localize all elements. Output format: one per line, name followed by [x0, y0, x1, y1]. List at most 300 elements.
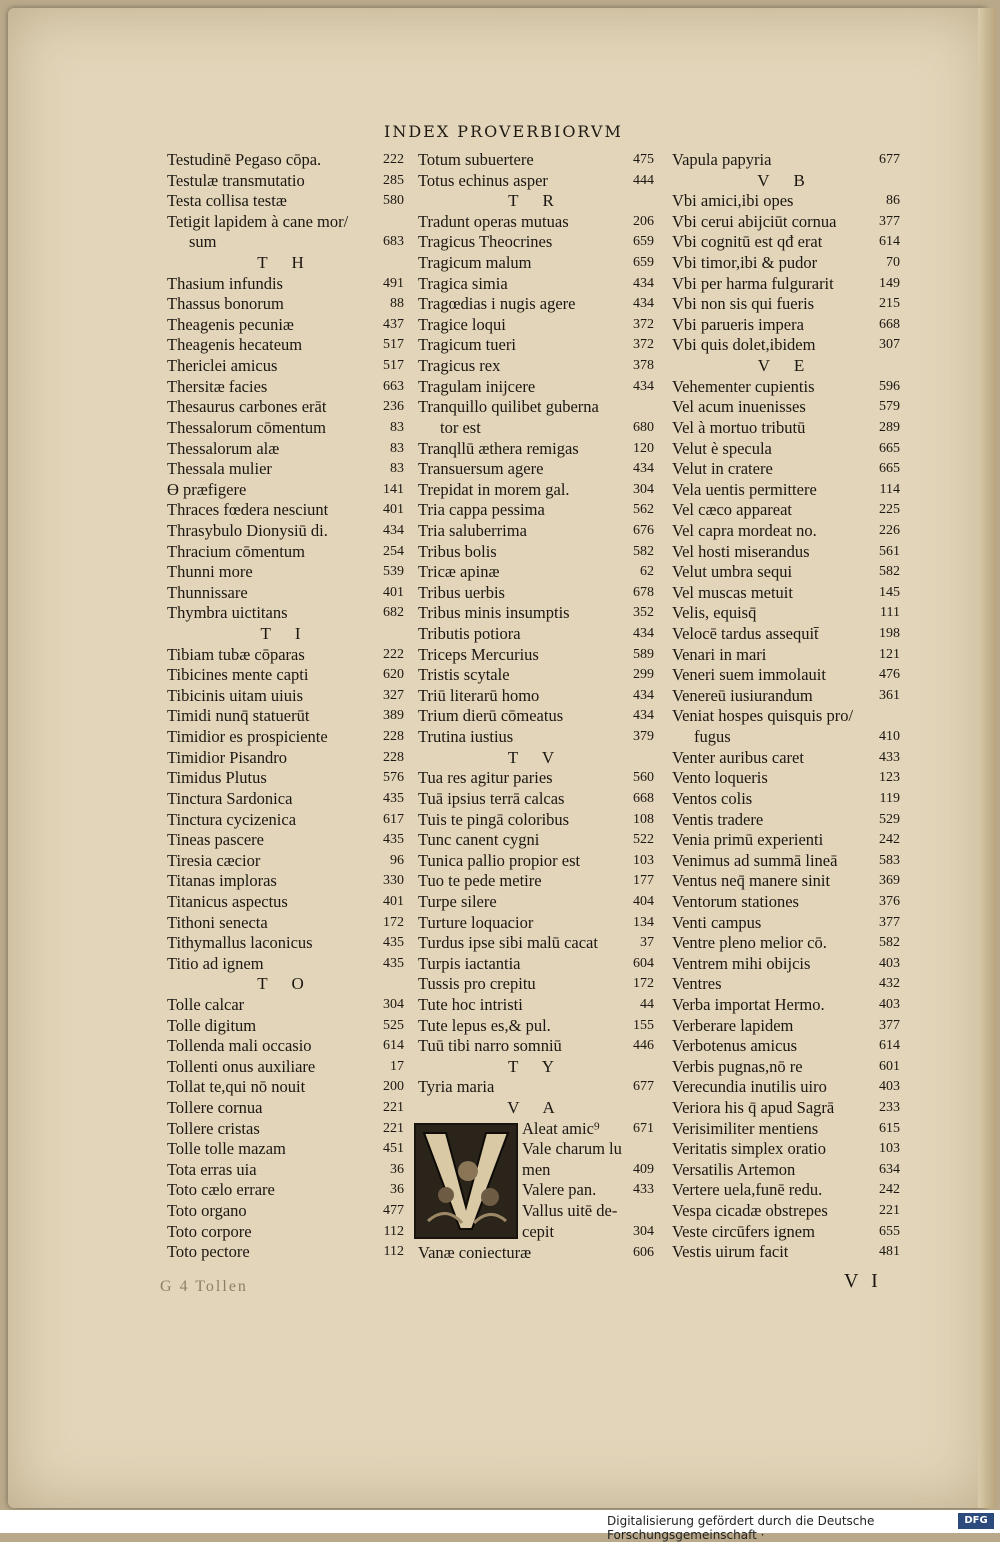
index-entry	[163, 789, 408, 810]
proverb-text: Thassus bonorum	[167, 294, 284, 314]
proverb-text: Tragulam inijcere	[418, 376, 536, 396]
index-entry	[668, 810, 904, 831]
page-number: 352	[633, 605, 654, 621]
index-entry	[163, 954, 408, 975]
index-entry	[414, 150, 658, 171]
footer-text: Digitalisierung gefördert durch die Deutsche Forschungsgemeinschaft ·	[607, 1514, 875, 1542]
proverb-text: men	[522, 1159, 551, 1179]
proverb-text: Verberare lapidem	[672, 1015, 794, 1035]
index-entry	[522, 1222, 658, 1243]
proverb-text: Thersitæ facies	[167, 376, 268, 396]
proverb-text: Aleat amic⁹	[522, 1118, 600, 1138]
page-number: 222	[383, 152, 404, 167]
signature-mark: V I	[844, 1270, 882, 1292]
index-entry	[668, 418, 904, 439]
proverb-text: Tribus uerbis	[418, 582, 505, 602]
proverb-text: Vbi non sis qui fueris	[672, 294, 815, 314]
proverb-text: Ventis tradere	[672, 809, 764, 829]
section-letters: T R	[508, 191, 564, 211]
page-edge	[978, 8, 996, 1508]
proverb-text: Thericlei amicus	[167, 356, 278, 376]
page-number: 228	[383, 749, 404, 765]
page-number: 377	[879, 914, 900, 930]
proverb-text: Titanas imploras	[167, 871, 277, 891]
page-number: 404	[633, 893, 654, 909]
index-entry	[414, 686, 658, 707]
index-entry	[668, 1222, 904, 1243]
proverb-text: Toto pectore	[167, 1242, 250, 1262]
proverb-text: Verbis pugnas,nō re	[672, 1056, 803, 1076]
page-number: 451	[383, 1141, 404, 1157]
proverb-text: tor est	[440, 417, 481, 437]
page-number: 88	[390, 296, 404, 312]
index-entry	[668, 1242, 904, 1263]
proverb-text: Vbi cognitū est qđ erat	[672, 232, 823, 252]
index-entry	[163, 603, 408, 624]
proverb-text: sum	[189, 232, 217, 252]
index-entry	[668, 851, 904, 872]
page-number: 221	[383, 1120, 404, 1136]
page-number: 522	[633, 832, 654, 848]
proverb-text: Thracium cōmentum	[167, 541, 305, 561]
index-column-2	[414, 150, 658, 1263]
page-number: 665	[879, 461, 900, 477]
proverb-text: Tinctura cycizenica	[167, 809, 297, 829]
index-entry	[163, 1016, 408, 1037]
page-number: 403	[879, 996, 900, 1012]
page-number: 242	[879, 1182, 900, 1198]
page-number: 123	[879, 770, 900, 786]
page-number: 62	[640, 564, 654, 580]
index-entry	[163, 1036, 408, 1057]
index-entry	[414, 954, 658, 975]
index-entry	[163, 377, 408, 398]
page-number: 560	[633, 770, 654, 786]
index-entry	[414, 851, 658, 872]
index-entry	[414, 377, 658, 398]
page-number: 583	[879, 852, 900, 868]
index-entry	[163, 191, 408, 212]
proverb-text: Vel capra mordeat no.	[672, 520, 817, 540]
page-number: 659	[633, 234, 654, 250]
proverb-text: Velis, equisq̄	[672, 603, 757, 623]
page-number: 434	[383, 522, 404, 538]
proverb-text: Timidus Plutus	[167, 768, 267, 788]
index-entry	[668, 562, 904, 583]
index-entry	[668, 542, 904, 563]
index-entry	[163, 1201, 408, 1222]
proverb-text: Velut è specula	[672, 438, 772, 458]
proverb-text: Thymbra uictitans	[167, 603, 288, 623]
index-entry	[414, 995, 658, 1016]
section-letters: T I	[260, 624, 311, 644]
index-entry	[522, 1160, 658, 1181]
proverb-text: Tunc canent cygni	[418, 830, 540, 850]
index-entry	[163, 212, 408, 233]
index-entry	[163, 1077, 408, 1098]
page-number: 327	[383, 687, 404, 703]
index-entry	[668, 212, 904, 233]
index-entry	[414, 480, 658, 501]
proverb-text: Vel cæco appareat	[672, 500, 793, 520]
page-number: 435	[383, 935, 404, 951]
page-number: 434	[633, 626, 654, 642]
section-heading	[414, 748, 658, 769]
index-entry	[163, 459, 408, 480]
page-number: 410	[879, 729, 900, 745]
page-number: 103	[879, 1141, 900, 1157]
page-number: 659	[633, 255, 654, 271]
index-entry	[414, 892, 658, 913]
index-entry	[414, 727, 658, 748]
page-number: 172	[383, 914, 404, 930]
index-entry	[668, 1057, 904, 1078]
proverb-text: Tragice loqui	[418, 314, 506, 334]
index-entry	[668, 1201, 904, 1222]
proverb-text: Tussis pro crepitu	[418, 974, 536, 994]
page-number: 361	[879, 687, 900, 703]
index-entry	[163, 397, 408, 418]
proverb-text: Totum subuertere	[418, 150, 534, 169]
proverb-text: Turpe silere	[418, 891, 497, 911]
section-letters: T O	[257, 974, 314, 994]
page-number: 304	[633, 1223, 654, 1239]
proverb-text: Trutina iustius	[418, 727, 514, 747]
section-heading	[163, 253, 408, 274]
proverb-text: Vbi cerui abijciūt cornua	[672, 211, 837, 231]
index-entry	[414, 624, 658, 645]
page-number: 304	[633, 481, 654, 497]
proverb-text: Venari in mari	[672, 644, 767, 664]
index-entry	[414, 521, 658, 542]
woodcut-initial-v	[414, 1123, 518, 1239]
woodcut-initial-block	[414, 1119, 658, 1243]
proverb-text: Velut in cratere	[672, 459, 773, 479]
proverb-text: Venia primū experienti	[672, 830, 824, 850]
proverb-text: Vento loqueris	[672, 768, 768, 788]
proverb-text: Ventorum stationes	[672, 891, 799, 911]
page-number: 376	[879, 893, 900, 909]
index-entry	[414, 500, 658, 521]
proverb-text: Tiresia cæcior	[167, 850, 261, 870]
index-entry	[414, 665, 658, 686]
page-number: 529	[879, 811, 900, 827]
page-number: 668	[879, 316, 900, 332]
index-entry	[414, 583, 658, 604]
page-number: 434	[633, 275, 654, 291]
proverb-text: Tolle calcar	[167, 994, 245, 1014]
index-entry	[414, 253, 658, 274]
page-number: 561	[879, 543, 900, 559]
index-entry	[414, 933, 658, 954]
index-entry	[668, 686, 904, 707]
proverb-text: Transuersum agere	[418, 459, 544, 479]
page-number: 83	[390, 461, 404, 477]
page-number: 589	[633, 646, 654, 662]
page-number: 562	[633, 502, 654, 518]
page-number: 403	[879, 1079, 900, 1095]
page-number: 434	[633, 296, 654, 312]
section-heading	[414, 191, 658, 212]
page-number: 37	[640, 935, 654, 951]
proverb-text: Toto corpore	[167, 1221, 252, 1241]
proverb-text: Veste circūfers ignem	[672, 1221, 815, 1241]
index-entry	[163, 830, 408, 851]
index-entry	[522, 1180, 658, 1201]
page-number: 604	[633, 955, 654, 971]
index-column-1	[163, 150, 408, 1263]
page-number: 242	[879, 832, 900, 848]
index-entry	[668, 439, 904, 460]
proverb-text: Turture loquacior	[418, 912, 534, 932]
proverb-text: Ventres	[672, 974, 722, 994]
index-entry	[163, 851, 408, 872]
page-number: 330	[383, 873, 404, 889]
index-entry	[668, 727, 904, 748]
proverb-text: Vale charum lu	[522, 1139, 622, 1159]
page-number: 680	[633, 419, 654, 435]
page-number: 615	[879, 1120, 900, 1136]
page-number: 70	[886, 255, 900, 271]
page-number: 119	[879, 790, 900, 806]
page-number: 114	[879, 481, 900, 497]
proverb-text: Verisimiliter mentiens	[672, 1118, 819, 1138]
page-number: 433	[879, 749, 900, 765]
proverb-text: Totus echinus asper	[418, 170, 548, 190]
index-entry	[668, 748, 904, 769]
index-entry	[522, 1201, 658, 1222]
page-number: 401	[383, 893, 404, 909]
page-number: 539	[383, 564, 404, 580]
proverb-text: Vertere uela,funē redu.	[672, 1180, 823, 1200]
section-letters: T Y	[508, 1056, 564, 1076]
proverb-text: Timidior Pisandro	[167, 747, 287, 767]
index-entry	[414, 1077, 658, 1098]
page-number: 580	[383, 193, 404, 209]
proverb-text: fugus	[694, 727, 731, 747]
index-entry	[163, 1180, 408, 1201]
index-entry	[668, 315, 904, 336]
index-entry	[668, 150, 904, 171]
page-number: 437	[383, 316, 404, 332]
index-entry	[668, 954, 904, 975]
page-number: 83	[390, 419, 404, 435]
proverb-text: Tuo te pede metire	[418, 871, 542, 891]
index-entry	[414, 645, 658, 666]
page-number: 655	[879, 1223, 900, 1239]
proverb-text: Tragica simia	[418, 273, 508, 293]
proverb-text: Vanæ coniecturæ	[418, 1242, 532, 1262]
index-entry	[163, 1119, 408, 1140]
index-entry	[414, 810, 658, 831]
proverb-text: Venti campus	[672, 912, 762, 932]
index-entry	[668, 913, 904, 934]
proverb-text: Vel à mortuo tributū	[672, 417, 806, 437]
proverb-text: Venimus ad summā lineā	[672, 850, 838, 870]
page-number: 226	[879, 522, 900, 538]
page-number: 155	[633, 1017, 654, 1033]
index-entry	[522, 1119, 658, 1140]
page-number: 377	[879, 213, 900, 229]
page-number: 401	[383, 502, 404, 518]
proverb-text: Tollenti onus auxiliare	[167, 1056, 316, 1076]
page-number: 172	[633, 976, 654, 992]
index-entry	[668, 335, 904, 356]
index-entry	[163, 645, 408, 666]
page-number: 112	[383, 1244, 404, 1260]
proverb-text: Ventos colis	[672, 788, 753, 808]
index-entry	[414, 171, 658, 192]
proverb-text: Tetigit lapidem à cane mor/	[167, 211, 349, 231]
proverb-text: Theagenis hecateum	[167, 335, 303, 355]
page-number: 254	[383, 543, 404, 559]
page-number: 111	[880, 605, 900, 621]
page-number: 372	[633, 337, 654, 353]
index-entry	[668, 500, 904, 521]
proverb-text: Thessala mulier	[167, 459, 272, 479]
index-entry	[668, 397, 904, 418]
page-number: 215	[879, 296, 900, 312]
index-entry	[668, 603, 904, 624]
page-number: 299	[633, 667, 654, 683]
proverb-text: Vapula papyria	[672, 150, 772, 169]
proverb-text: Thessalorum cōmentum	[167, 417, 327, 437]
page-number: 434	[633, 378, 654, 394]
proverb-text: Tuā ipsius terrā calcas	[418, 788, 565, 808]
page-number: 434	[633, 461, 654, 477]
dfg-logo: DFG	[958, 1513, 994, 1529]
proverb-text: Tunica pallio propior est	[418, 850, 581, 870]
proverb-text: Titio ad ignem	[167, 953, 264, 973]
proverb-text: Thunnissare	[167, 582, 248, 602]
page-number: 377	[879, 1017, 900, 1033]
index-entry	[414, 1243, 658, 1264]
index-entry	[163, 913, 408, 934]
page-number: 222	[383, 646, 404, 662]
index-entry	[163, 1160, 408, 1181]
page-number: 614	[879, 1038, 900, 1054]
page-number: 177	[633, 873, 654, 889]
page-number: 304	[383, 996, 404, 1012]
index-entry	[414, 418, 658, 439]
proverb-text: Trepidat in morem gal.	[418, 479, 570, 499]
index-entry	[163, 1222, 408, 1243]
page-number: 683	[383, 234, 404, 250]
proverb-text: Tua res agitur paries	[418, 768, 553, 788]
proverb-text: Veniat hospes quisquis pro/	[672, 706, 854, 726]
page-number: 112	[383, 1223, 404, 1239]
page-number: 476	[879, 667, 900, 683]
index-entry	[668, 995, 904, 1016]
index-entry	[414, 232, 658, 253]
index-entry	[414, 439, 658, 460]
page-number: 435	[383, 832, 404, 848]
proverb-text: Tragicum malum	[418, 253, 532, 273]
index-entry	[668, 892, 904, 913]
proverb-text: ϴ præfigere	[167, 479, 247, 499]
section-letters: V A	[507, 1098, 565, 1118]
page-number: 446	[633, 1038, 654, 1054]
index-entry	[668, 1160, 904, 1181]
page-number: 372	[633, 316, 654, 332]
proverb-text: Ventrem mihi obijcis	[672, 953, 811, 973]
index-entry	[163, 542, 408, 563]
page-number: 435	[383, 790, 404, 806]
proverb-text: Veriora his q̄ apud Sagrā	[672, 1098, 835, 1118]
index-entry	[668, 232, 904, 253]
page-number: 96	[390, 852, 404, 868]
index-entry	[668, 665, 904, 686]
proverb-text: Tineas pascere	[167, 830, 264, 850]
proverb-text: Testulæ transmutatio	[167, 170, 305, 190]
index-entry	[163, 1242, 408, 1263]
index-entry	[668, 768, 904, 789]
proverb-text: Tradunt operas mutuas	[418, 211, 569, 231]
index-entry	[163, 665, 408, 686]
page-number: 206	[633, 213, 654, 229]
proverb-text: Verba importat Hermo.	[672, 994, 825, 1014]
proverb-text: Thrasybulo Dionysiū di.	[167, 520, 328, 540]
section-letters: T V	[507, 747, 565, 767]
proverb-text: Timidi nunq̄ statuerūt	[167, 706, 310, 726]
index-entry	[163, 294, 408, 315]
page-number: 579	[879, 399, 900, 415]
page-number: 481	[879, 1244, 900, 1260]
index-entry	[668, 377, 904, 398]
page-number: 517	[383, 337, 404, 353]
page-number: 233	[879, 1100, 900, 1116]
index-entry	[163, 686, 408, 707]
index-entry	[668, 480, 904, 501]
page-number: 432	[879, 976, 900, 992]
page-number: 606	[633, 1244, 654, 1260]
index-entry	[414, 1016, 658, 1037]
page-number: 221	[879, 1203, 900, 1219]
proverb-text: Verecundia inutilis uiro	[672, 1077, 827, 1097]
section-heading	[414, 1098, 658, 1119]
page-number: 582	[879, 564, 900, 580]
page-number: 44	[640, 996, 654, 1012]
page-number: 444	[633, 172, 654, 188]
index-entry	[163, 232, 408, 253]
proverb-text: Thraces fœdera nesciunt	[167, 500, 329, 520]
proverb-text: Ventre pleno melior cō.	[672, 933, 827, 953]
index-entry	[668, 1139, 904, 1160]
page-number: 682	[383, 605, 404, 621]
proverb-text: Thesaurus carbones erāt	[167, 397, 327, 417]
page-number: 409	[633, 1161, 654, 1177]
index-entry	[414, 335, 658, 356]
section-heading	[414, 1057, 658, 1078]
page-number: 434	[633, 687, 654, 703]
proverb-text: Velocē tardus assequit̄	[672, 624, 819, 644]
proverb-text: Theagenis pecuniæ	[167, 314, 294, 334]
proverb-text: Tragicus Theocrines	[418, 232, 553, 252]
page-number: 221	[383, 1100, 404, 1116]
index-entry	[163, 335, 408, 356]
page-number: 475	[633, 152, 654, 167]
page-number: 36	[390, 1161, 404, 1177]
page-number: 576	[383, 770, 404, 786]
page-number: 663	[383, 378, 404, 394]
page-number: 285	[383, 172, 404, 188]
index-entry	[414, 603, 658, 624]
proverb-text: Toto cælo errare	[167, 1180, 275, 1200]
index-entry	[668, 871, 904, 892]
page-number: 149	[879, 275, 900, 291]
index-entry	[414, 562, 658, 583]
index-entry	[163, 810, 408, 831]
